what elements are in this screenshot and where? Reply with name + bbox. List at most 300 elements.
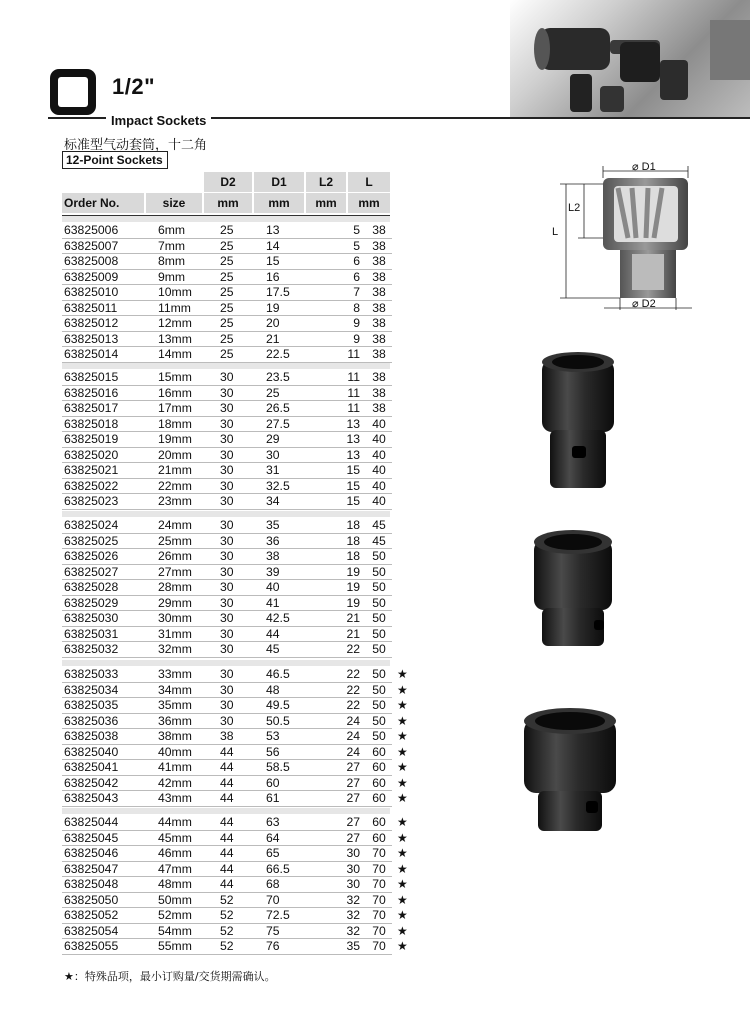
cell-l: 38 — [372, 347, 386, 361]
cell-l: 38 — [372, 385, 386, 400]
cell-l: 60 — [372, 775, 386, 790]
cell-d2: 44 — [220, 760, 234, 774]
cell-d2: 25 — [220, 331, 234, 346]
cell-l2: 13 — [346, 447, 360, 462]
label-d1: ⌀ D1 — [632, 161, 656, 173]
cell-size: 23mm — [158, 494, 192, 508]
cell-size: 29mm — [158, 595, 192, 610]
cell-l: 38 — [372, 238, 386, 253]
cell-order-no: 63825011 — [64, 300, 118, 315]
cell-l: 70 — [372, 892, 386, 907]
cell-size: 32mm — [158, 642, 192, 656]
cell-l2: 30 — [346, 861, 360, 876]
cell-order-no: 63825028 — [64, 580, 119, 594]
table-row — [64, 223, 394, 239]
col-d2: D2 — [220, 175, 236, 189]
cell-d1: 15 — [266, 254, 280, 268]
group-separator — [62, 216, 390, 222]
cell-l2: 6 — [353, 269, 360, 284]
cell-order-no: 63825035 — [64, 698, 119, 712]
cell-special-star: ★ — [397, 667, 408, 681]
cell-order-no: 63825045 — [64, 830, 119, 845]
cell-d1: 64 — [266, 830, 280, 845]
cell-order-no: 63825006 — [64, 223, 119, 237]
table-row — [64, 744, 408, 761]
cell-l2: 27 — [346, 775, 360, 790]
cell-l: 60 — [372, 791, 386, 805]
cell-l2: 22 — [346, 667, 360, 681]
cell-l: 45 — [372, 518, 386, 532]
cell-size: 40mm — [158, 744, 192, 759]
cell-l2: 19 — [346, 595, 360, 610]
cell-d1: 45 — [266, 642, 280, 656]
cell-l2: 32 — [346, 892, 360, 907]
table-row — [64, 611, 394, 627]
cell-order-no: 63825016 — [64, 385, 119, 400]
cell-l: 50 — [372, 611, 386, 625]
col-l2: L2 — [318, 175, 333, 189]
cell-l2: 19 — [346, 580, 360, 594]
cell-l: 50 — [372, 549, 386, 563]
cell-d1: 41 — [266, 595, 280, 610]
cell-order-no: 63825032 — [64, 642, 119, 656]
cell-order-no: 63825031 — [64, 626, 119, 641]
cell-l2: 30 — [346, 877, 360, 891]
group-separator — [62, 660, 390, 666]
table-row — [64, 923, 408, 940]
cell-size: 13mm — [158, 331, 192, 346]
cell-l2: 6 — [353, 254, 360, 268]
cell-size: 43mm — [158, 791, 192, 805]
cell-l: 50 — [372, 729, 386, 743]
header-sep — [252, 172, 254, 213]
cell-l: 38 — [372, 269, 386, 284]
cell-d2: 25 — [220, 238, 234, 253]
cell-special-star: ★ — [397, 877, 408, 891]
cell-l: 70 — [372, 861, 386, 876]
cell-d1: 53 — [266, 729, 280, 743]
cell-d1: 34 — [266, 494, 280, 508]
cell-d2: 25 — [220, 347, 234, 361]
table-row — [64, 316, 394, 332]
cell-special-star: ★ — [397, 698, 408, 712]
cell-l: 70 — [372, 939, 386, 953]
cell-d1: 61 — [266, 791, 280, 805]
table-row — [64, 729, 408, 745]
table-row — [64, 791, 408, 807]
cell-d1: 72.5 — [266, 908, 290, 922]
cell-l2: 30 — [346, 846, 360, 860]
cell-size: 36mm — [158, 713, 192, 728]
cell-l: 38 — [372, 285, 386, 299]
cell-l2: 9 — [353, 331, 360, 346]
col-order-no: Order No. — [64, 196, 120, 210]
socket-photo-small — [538, 350, 618, 495]
cell-order-no: 63825038 — [64, 729, 119, 743]
table-row — [64, 682, 408, 699]
cell-d1: 31 — [266, 463, 280, 477]
group-separator — [62, 808, 390, 814]
tool-set-illustration — [510, 0, 750, 118]
label-d2: ⌀ D2 — [632, 298, 656, 310]
table-row — [64, 534, 394, 550]
table-row — [64, 580, 394, 596]
cell-d1: 56 — [266, 744, 280, 759]
cell-l2: 27 — [346, 830, 360, 845]
cell-special-star: ★ — [397, 775, 408, 790]
cell-l2: 22 — [346, 642, 360, 656]
cell-l: 40 — [372, 494, 386, 508]
table-row — [64, 642, 394, 658]
cell-l: 38 — [372, 331, 386, 346]
cell-l: 60 — [372, 815, 386, 829]
cell-order-no: 63825007 — [64, 238, 119, 253]
cell-d1: 66.5 — [266, 861, 290, 876]
cell-order-no: 63825017 — [64, 401, 119, 415]
cell-d2: 25 — [220, 223, 234, 237]
page-title: Impact Sockets — [106, 113, 211, 128]
table-row — [64, 892, 408, 909]
cell-d2: 30 — [220, 667, 234, 681]
cell-l2: 15 — [346, 478, 360, 493]
cell-l2: 32 — [346, 923, 360, 938]
socket-photo-large — [520, 705, 620, 835]
cell-d1: 75 — [266, 923, 280, 938]
cell-d2: 30 — [220, 533, 234, 548]
cell-size: 22mm — [158, 478, 192, 493]
cell-size: 10mm — [158, 285, 192, 299]
cell-order-no: 63825020 — [64, 447, 119, 462]
cell-d1: 30 — [266, 447, 280, 462]
cell-special-star: ★ — [397, 791, 408, 805]
cell-l2: 11 — [347, 401, 360, 415]
cell-d1: 63 — [266, 815, 280, 829]
table-row — [64, 908, 408, 924]
table-row — [64, 285, 394, 301]
cell-size: 30mm — [158, 611, 192, 625]
group-separator — [62, 511, 390, 517]
cell-l: 70 — [372, 877, 386, 891]
cell-d2: 30 — [220, 401, 234, 415]
cell-size: 55mm — [158, 939, 192, 953]
row-rule — [62, 509, 392, 510]
cell-d2: 25 — [220, 285, 234, 299]
cell-d2: 44 — [220, 877, 234, 891]
cell-l: 50 — [372, 642, 386, 656]
cell-d2: 30 — [220, 416, 234, 431]
unit-d1: mm — [268, 196, 290, 210]
cell-d2: 30 — [220, 595, 234, 610]
cell-size: 9mm — [158, 269, 186, 284]
cell-d2: 52 — [220, 908, 234, 922]
cell-order-no: 63825034 — [64, 682, 119, 697]
table-row — [64, 939, 408, 955]
table-row — [64, 254, 394, 270]
cell-d1: 36 — [266, 533, 280, 548]
table-row — [64, 332, 394, 348]
cell-d1: 38 — [266, 549, 280, 563]
cell-l2: 15 — [346, 494, 360, 508]
cell-d2: 30 — [220, 370, 234, 384]
table-row — [64, 775, 408, 792]
cell-d1: 14 — [266, 238, 280, 253]
cell-order-no: 63825055 — [64, 939, 119, 953]
cell-l2: 21 — [346, 611, 360, 625]
cell-size: 11mm — [158, 300, 191, 315]
cell-d1: 49.5 — [266, 698, 290, 712]
col-size: size — [162, 196, 186, 210]
cell-d1: 70 — [266, 892, 280, 907]
cell-d2: 30 — [220, 447, 234, 462]
table-row — [64, 370, 394, 386]
cell-size: 52mm — [158, 908, 192, 922]
cell-l: 40 — [372, 478, 386, 493]
cell-order-no: 63825040 — [64, 744, 119, 759]
cell-d2: 30 — [220, 580, 234, 594]
cell-size: 20mm — [158, 447, 192, 462]
cell-d2: 44 — [220, 846, 234, 860]
cell-order-no: 63825036 — [64, 713, 119, 728]
cell-d1: 22.5 — [266, 347, 290, 361]
cell-size: 26mm — [158, 549, 192, 563]
cell-order-no: 63825047 — [64, 861, 119, 876]
table-row — [64, 432, 394, 448]
table-row — [64, 239, 394, 255]
cell-d1: 42.5 — [266, 611, 290, 625]
cell-size: 25mm — [158, 533, 192, 548]
cell-d2: 30 — [220, 564, 234, 579]
cell-special-star: ★ — [397, 830, 408, 845]
cell-d2: 30 — [220, 463, 234, 477]
cell-d2: 30 — [220, 432, 234, 446]
cell-order-no: 63825026 — [64, 549, 119, 563]
cell-l: 70 — [372, 923, 386, 938]
table-row — [64, 401, 394, 417]
cell-l: 70 — [372, 908, 386, 922]
category-label: 12-Point Sockets — [62, 151, 168, 169]
table-row — [64, 698, 408, 714]
table-row — [64, 270, 394, 286]
cell-l2: 11 — [347, 347, 360, 361]
cell-order-no: 63825044 — [64, 815, 119, 829]
table-row — [64, 830, 408, 847]
cell-size: 14mm — [158, 347, 192, 361]
cell-d2: 30 — [220, 626, 234, 641]
cell-l: 38 — [372, 401, 386, 415]
cell-order-no: 63825048 — [64, 877, 119, 891]
cell-l2: 19 — [346, 564, 360, 579]
cell-size: 24mm — [158, 518, 192, 532]
cell-size: 42mm — [158, 775, 192, 790]
cell-size: 45mm — [158, 830, 192, 845]
cell-l2: 21 — [346, 626, 360, 641]
cell-order-no: 63825043 — [64, 791, 119, 805]
cell-order-no: 63825009 — [64, 269, 119, 284]
cell-special-star: ★ — [397, 729, 408, 743]
cell-d1: 13 — [266, 223, 280, 237]
cell-d1: 40 — [266, 580, 280, 594]
cell-d1: 35 — [266, 518, 280, 532]
cell-l2: 22 — [346, 682, 360, 697]
header-sep — [202, 172, 204, 213]
cell-d1: 39 — [266, 564, 280, 579]
cell-order-no: 63825024 — [64, 518, 119, 532]
cell-order-no: 63825018 — [64, 416, 119, 431]
cell-d1: 26.5 — [266, 401, 290, 415]
cell-l2: 9 — [353, 316, 360, 330]
cell-d1: 19 — [266, 300, 280, 315]
cell-l: 38 — [372, 223, 386, 237]
cell-l: 38 — [372, 254, 386, 268]
cell-l2: 15 — [346, 463, 360, 477]
cell-l2: 5 — [353, 238, 360, 253]
cell-d1: 50.5 — [266, 713, 290, 728]
cell-special-star: ★ — [397, 815, 408, 829]
cell-l2: 13 — [346, 416, 360, 431]
cell-size: 35mm — [158, 698, 192, 712]
cell-order-no: 63825042 — [64, 775, 119, 790]
table-row — [64, 713, 408, 730]
cell-l: 70 — [372, 846, 386, 860]
cell-l2: 18 — [346, 518, 360, 532]
cell-order-no: 63825041 — [64, 760, 119, 774]
cell-order-no: 63825033 — [64, 667, 119, 681]
label-l2: L2 — [568, 202, 581, 214]
cell-d2: 30 — [220, 549, 234, 563]
cell-size: 12mm — [158, 316, 192, 330]
table-row — [64, 846, 408, 862]
cell-l: 50 — [372, 713, 386, 728]
cell-l: 60 — [372, 744, 386, 759]
cell-d2: 44 — [220, 775, 234, 790]
cell-special-star: ★ — [397, 908, 408, 922]
cell-order-no: 63825013 — [64, 331, 119, 346]
cell-size: 7mm — [158, 238, 186, 253]
cell-order-no: 63825030 — [64, 611, 119, 625]
cell-l2: 8 — [353, 300, 360, 315]
table-row — [64, 596, 394, 612]
cell-size: 8mm — [158, 254, 186, 268]
cell-d2: 30 — [220, 713, 234, 728]
cell-l: 40 — [372, 416, 386, 431]
cell-size: 18mm — [158, 416, 192, 431]
table-row — [64, 815, 408, 831]
cell-size: 6mm — [158, 223, 186, 237]
cell-special-star: ★ — [397, 846, 408, 860]
cell-size: 47mm — [158, 861, 192, 876]
cell-size: 21mm — [158, 463, 192, 477]
cell-order-no: 63825022 — [64, 478, 119, 493]
cell-size: 48mm — [158, 877, 192, 891]
cell-d1: 16 — [266, 269, 280, 284]
table-row — [64, 494, 394, 510]
cell-size: 31mm — [158, 626, 192, 641]
table-row — [64, 549, 394, 565]
cell-d2: 44 — [220, 815, 234, 829]
cell-d1: 17.5 — [266, 285, 290, 299]
table-row — [64, 518, 394, 534]
header-sep — [144, 193, 146, 213]
cell-l: 38 — [372, 316, 386, 330]
cell-d2: 25 — [220, 300, 234, 315]
cell-size: 44mm — [158, 815, 192, 829]
cell-size: 17mm — [158, 401, 192, 415]
cell-l: 40 — [372, 432, 386, 446]
cell-d1: 76 — [266, 939, 280, 953]
cell-l: 50 — [372, 564, 386, 579]
cell-d2: 25 — [220, 254, 234, 268]
header-sep — [346, 172, 348, 213]
cell-d2: 30 — [220, 682, 234, 697]
socket-photo-medium — [530, 528, 616, 650]
cell-d1: 44 — [266, 626, 280, 641]
cell-d1: 29 — [266, 432, 280, 446]
table-row — [64, 463, 394, 479]
table-row — [64, 448, 394, 464]
cell-order-no: 63825052 — [64, 908, 119, 922]
col-d1: D1 — [271, 175, 287, 189]
cell-d2: 52 — [220, 923, 234, 938]
cell-special-star: ★ — [397, 892, 408, 907]
cell-order-no: 63825021 — [64, 463, 119, 477]
cell-d2: 44 — [220, 744, 234, 759]
cell-d2: 30 — [220, 385, 234, 400]
cell-l2: 27 — [346, 815, 360, 829]
cell-size: 15mm — [158, 370, 192, 384]
cell-d2: 30 — [220, 642, 234, 656]
cell-d2: 44 — [220, 861, 234, 876]
cell-special-star: ★ — [397, 682, 408, 697]
cell-order-no: 63825023 — [64, 494, 119, 508]
cell-d1: 60 — [266, 775, 280, 790]
cell-size: 19mm — [158, 432, 192, 446]
table-row — [64, 479, 394, 495]
cell-l2: 11 — [347, 370, 360, 384]
cell-d1: 27.5 — [266, 416, 290, 431]
label-l: L — [552, 226, 559, 238]
header-sep — [304, 172, 306, 213]
table-row — [64, 627, 394, 643]
cell-size: 28mm — [158, 580, 192, 594]
cell-size: 34mm — [158, 682, 192, 697]
cell-d2: 52 — [220, 939, 234, 953]
product-photo-banner — [510, 0, 750, 118]
cell-l2: 35 — [346, 939, 360, 953]
cell-d2: 25 — [220, 269, 234, 284]
cell-d1: 32.5 — [266, 478, 290, 493]
cell-d2: 44 — [220, 791, 234, 805]
cell-d1: 48 — [266, 682, 280, 697]
cell-order-no: 63825046 — [64, 846, 119, 860]
footnote: ★：特殊品项，最小订购量/交货期需确认。 — [64, 970, 276, 983]
cell-d2: 25 — [220, 316, 234, 330]
cell-d2: 52 — [220, 892, 234, 907]
cell-l2: 18 — [346, 549, 360, 563]
cell-size: 16mm — [158, 385, 192, 400]
cell-d1: 65 — [266, 846, 280, 860]
cell-d2: 30 — [220, 478, 234, 493]
group-separator — [62, 363, 390, 369]
cell-l2: 24 — [346, 744, 360, 759]
cell-l2: 22 — [346, 698, 360, 712]
cell-l: 60 — [372, 760, 386, 774]
cell-d2: 44 — [220, 830, 234, 845]
cell-size: 33mm — [158, 667, 192, 681]
cell-l: 40 — [372, 463, 386, 477]
cell-size: 54mm — [158, 923, 192, 938]
table-row — [64, 877, 408, 893]
cell-l: 45 — [372, 533, 386, 548]
